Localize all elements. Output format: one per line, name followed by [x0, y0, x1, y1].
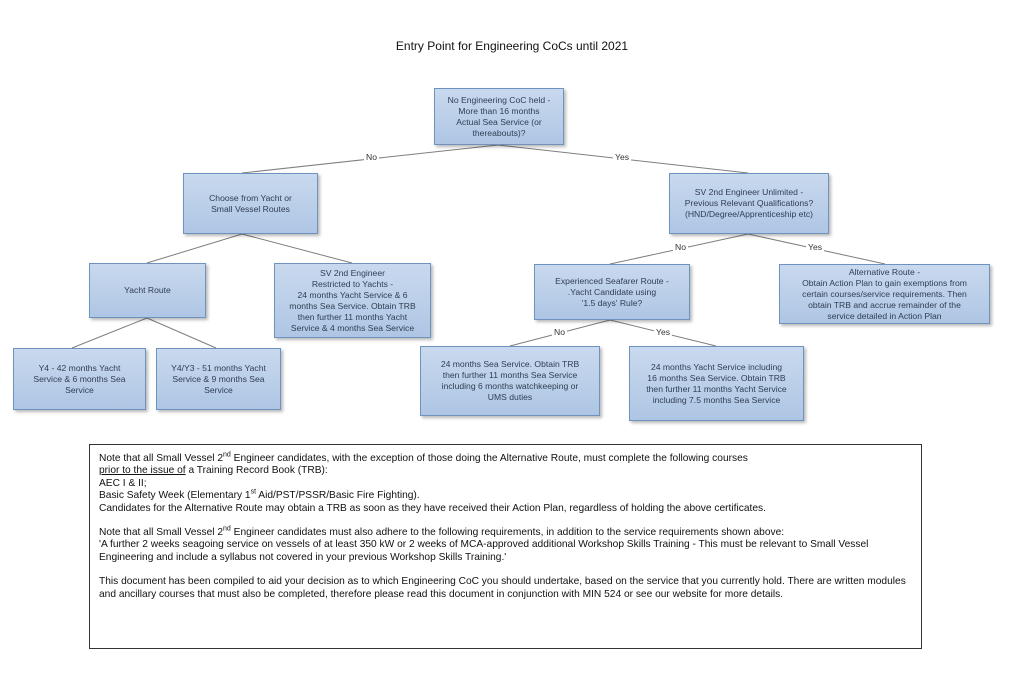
node-yacht-service-24: 24 months Yacht Service including 16 months Sea Service. Obtain TRB then further 11 months Yacht Service including 7.5 months Sea Service: [629, 346, 804, 421]
edge-label-yes: Yes: [656, 327, 671, 337]
notes-courses-paragraph: Note that all Small Vessel 2nd Engineer candidates, with the exception of those doing the Alternative Route, must complete the following courses: [99, 451, 748, 464]
notes-box: [89, 444, 922, 649]
notes-requirements-paragraph: Note that all Small Vessel 2nd Engineer candidates must also adhere to the following requirements, in addition to the service requirements shown above:: [99, 525, 785, 539]
edge-label-yes: Yes: [808, 242, 823, 252]
edge-choose-yacht: [147, 234, 242, 263]
edge-yacht-y4y3: [147, 318, 216, 348]
node-experienced-seafarer: Experienced Seafarer Route - .Yacht Candidate using '1.5 days' Rule?: [534, 264, 690, 320]
edge-label-yes: Yes: [615, 152, 630, 162]
node-choose-routes: Choose from Yacht or Small Vessel Routes: [183, 173, 318, 234]
notes-basic-safety-line: Basic Safety Week (Elementary 1st Aid/PST/PSSR/Basic Fire Fighting).: [99, 488, 420, 502]
notes-trb-line: prior to the issue of a Training Record Book (TRB):: [99, 465, 328, 477]
node-sea-service-24: 24 months Sea Service. Obtain TRB then further 11 months Sea Service including 6 months watchkeeping or UMS duties: [420, 346, 600, 416]
node-sv2-restricted: SV 2nd Engineer Restricted to Yachts - 24 months Yacht Service & 6 months Sea Service. Obtain TRB then further 11 months Yacht Service & 4 months Sea Service: [274, 263, 431, 338]
node-yacht-route: Yacht Route: [89, 263, 206, 318]
node-y4y3: Y4/Y3 - 51 months Yacht Service & 9 months Sea Service: [156, 348, 281, 410]
edge-choose-restricted: [242, 234, 352, 263]
node-y4: Y4 - 42 months Yacht Service & 6 months Sea Service: [13, 348, 146, 410]
notes-disclaimer: This document has been compiled to aid your decision as to which Engineering CoC you should undertake, based on the service that you currently hold. There are written modules and ancillary courses that must also be completed, therefore please read this document in conjunction with MIN 524 or see our website for more details.: [99, 576, 906, 600]
notes-alternative-route-line: Candidates for the Alternative Route may obtain a TRB as soon as they have received their Action Plan, regardless of holding the above certificates.: [99, 502, 766, 514]
edge-label-no: No: [366, 152, 377, 162]
edge-label-no: No: [554, 327, 565, 337]
node-alternative-route: Alternative Route - Obtain Action Plan to gain exemptions from certain courses/service requirements. Then obtain TRB and accrue remainder of the service detailed in Action Plan: [779, 264, 990, 324]
edge-label-no: No: [675, 242, 686, 252]
node-sv2-unlimited: SV 2nd Engineer Unlimited - Previous Relevant Qualifications? (HND/Degree/Apprenticeship etc): [669, 173, 829, 234]
notes-workshop-requirement: 'A further 2 weeks seagoing service on vessels of at least 350 kW or 2 weeks of MCA-approved additional Workshop Skills Training - This must be relevant to Small Vessel Engineering and include a syllabus not covered in your previous Workshop Skills Training.': [99, 539, 869, 563]
notes-aec-line: AEC I & II;: [99, 477, 147, 489]
node-root-question: No Engineering CoC held - More than 16 months Actual Sea Service (or thereabouts)?: [434, 88, 564, 145]
edge-yacht-y4: [72, 318, 147, 348]
diagram-title: Entry Point for Engineering CoCs until 2021: [395, 39, 629, 53]
